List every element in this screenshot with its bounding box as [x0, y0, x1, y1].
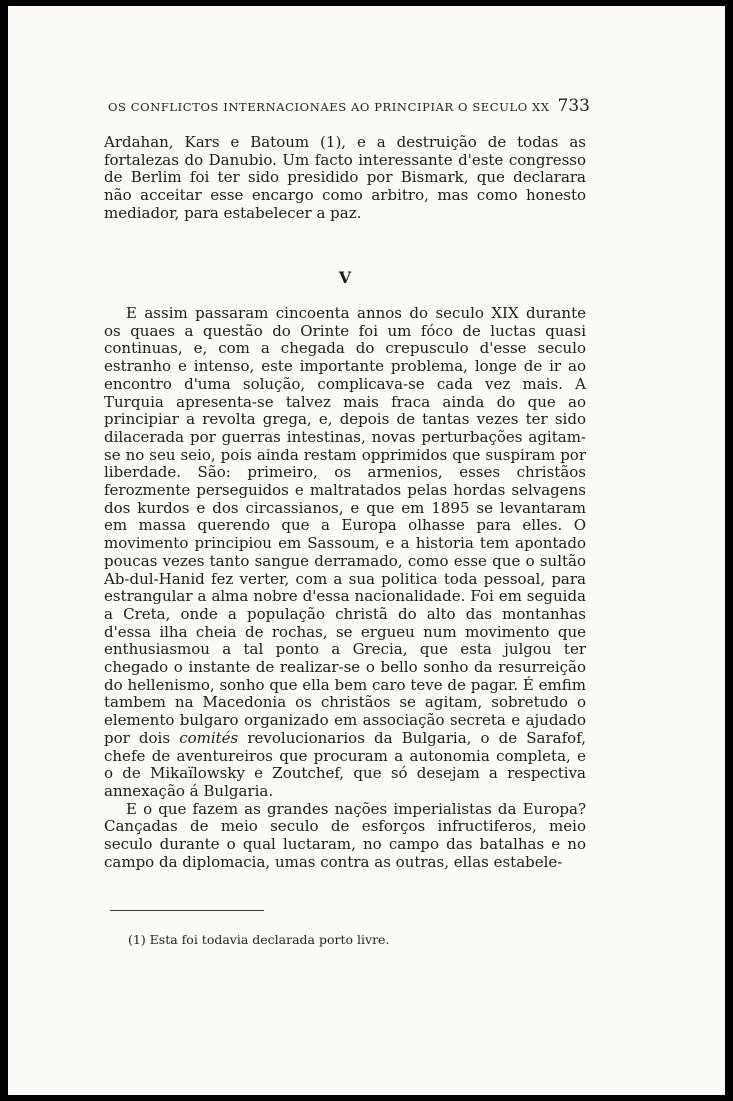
footnote: (1) Esta foi todavia declarada porto livre.	[128, 932, 390, 947]
paragraph-continuation: Ardahan, Kars e Batoum (1), e a destruição de todas as fortalezas do Danubio. Um facto interessante d'este congresso de Berlim foi ter sido presidido por Bismark, que declarara não acceitar esse encargo como arbitro, mas como honesto mediador, para estabelecer a paz.	[104, 133, 586, 222]
running-head	[108, 96, 590, 116]
book-page	[8, 6, 725, 1095]
text-block-main	[104, 305, 586, 872]
page-number: 733	[557, 96, 590, 116]
paragraph-text: E assim passaram cincoenta annos do seculo XIX durante os quaes a questão do Orinte foi um fóco de luctas quasi continuas, e, com a chegada do crepusculo d'esse seculo estranho e intenso, este importante problema, longe de ir ao encontro d'uma solução, complicava-se cada vez mais. A Turquia apresenta-se talvez mais fraca ainda do que ao principiar a revolta grega, e, depois de tantas vezes ter sido dilacerada por guerras intestinas, novas perturbações agitam-se no seu seio, pois ainda restam opprimidos que suspiram por liberdade. São: primeiro, os armenios, esses christãos ferozmente perseguidos e maltratados pelas hordas selvagens dos kurdos e dos circassianos, e que em 1895 se levantaram em massa querendo que a Europa olhasse para elles. O movimento principiou em Sassoum, e a historia tem apontado poucas vezes tanto sangue derramado, como esse que o sultão Ab-dul-Hanid fez verter, com a sua politica toda pessoal, para estrangular a alma nobre d'essa nacionalidade. Foi em seguida a Creta, onde a população christã do alto das montanhas d'essa ilha cheia de rochas, se ergueu num movimento que enthusiasmou a tal ponto a Grecia, que esta julgou ter chegado o instante de realizar-se o bello sonho da resurreição do hellenismo, sonho que ella bem caro teve de pagar. É emfim tambem na Macedonia os christãos se agitam, sobretudo o elemento bulgaro organizado em associação secreta e ajudado por dois	[104, 304, 586, 747]
section-heading: V	[338, 268, 352, 287]
paragraph	[104, 305, 586, 801]
paragraph: E o que fazem as grandes nações imperialistas da Europa? Cançadas de meio seculo de esforços infructiferos, meio seculo durante o qual luctaram, no campo das batalhas e no campo da diplomacia, umas contra as outras, ellas estabele-	[104, 799, 586, 871]
footnote-divider	[110, 910, 264, 911]
running-title: OS CONFLICTOS INTERNACIONAES AO PRINCIPIAR O SECULO XX	[108, 100, 550, 114]
text-block-top	[104, 134, 586, 223]
italic-term: comités	[179, 728, 239, 747]
paragraph-text: revolucionarios da Bulgaria, o de Sarafof, chefe de aventureiros que procuram a autonomia completa, e o de Mikaïlowsky e Zoutchef, que só desejam a respectiva annexação á Bulgaria.	[104, 728, 586, 800]
